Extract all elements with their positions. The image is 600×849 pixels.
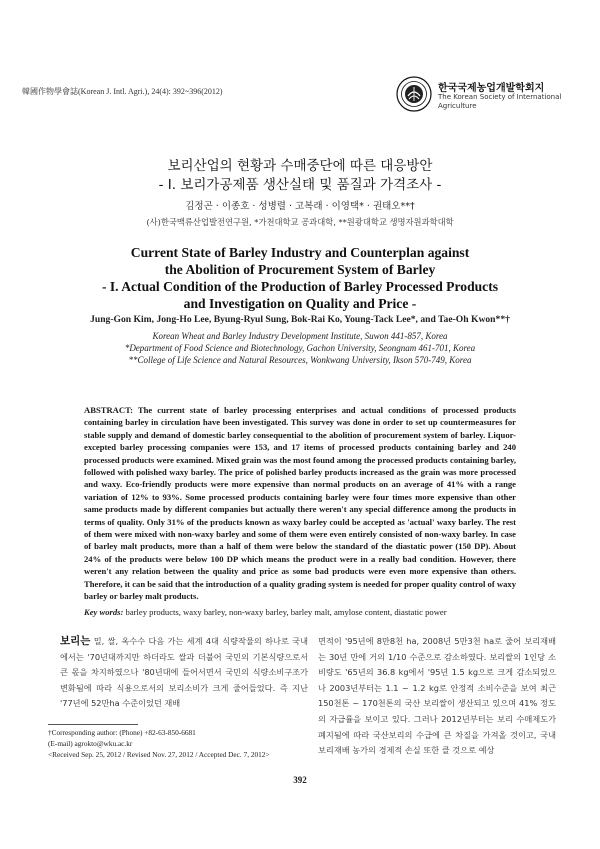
- society-name-ko: 한국국제농업개발학회지: [438, 83, 545, 94]
- page-number: 392: [293, 775, 307, 785]
- body-lead-word: 보리는: [60, 635, 91, 647]
- body-left-text: 밀, 쌀, 옥수수 다음 가는 세계 4대 식량작물의 하나로 국내에서는 '70년대까지만 하더라도 쌀과 더불어 국민의 기본식량으로서 큰 몫을 차지하였으나 '80년대에 들어서면서 국민의 식량소비구조가 변화됨에 따라 식용으로서의 보리소비가 크게 줄어들었다. 즉 지난 '77년에 52만ha 수준이었던 재배: [60, 636, 308, 709]
- affiliation-en-2: *Department of Food Science and Biotechnology, Gachon University, Seongnam 461-701, Korea: [124, 343, 476, 353]
- abstract-text: The current state of barley processing enterprises and actual conditions of processed products containing barley in circulation have been investigated. This survey was done in order to set up countermeasures for stable supply and demand of domestic barley consequential to the abolition of procurement system of barley. Liquor-excepted barley processing companies were 153, and 17 items of processed products containing barley and 240 processed products were examined. Mixed grain was the most found among the processed products containing barley, followed with polished waxy barley. The price of polished barley products increased as the grain was more processed and waxy. Eco-friendly products were more expensive than normal products on an average of 41% with a range variation of 12% to 93%. Some processed products containing barley were four times more expensive than other same products made by different companies but actually there weren't any special difference among the products in terms of quality. Only 31% of the products known as waxy barley could be accepted as 'actual' waxy barley. The rest of them were mixed with non-waxy barley and some of them were even entirely consisted of non-waxy barley. In case of barley malt products, more than a half of them were below the standard of the diastatic power (150 DP). About 24% of the products were below 100 DP which means the product were in a really bad condition. However, there weren't any relation between the quality and price as some bad products were even more expensive than others. Therefore, it can be said that the introduction of a quality grading system is needed for proper quality control of waxy barley or barley malt products.: [84, 405, 516, 602]
- body-column-left: [60, 634, 308, 712]
- affiliation-en-1: Korean Wheat and Barley Industry Development Institute, Suwon 441-857, Korea: [152, 331, 448, 341]
- affiliation-en-3: **College of Life Science and Natural Resources, Wonkwang University, Ikson 570-749, Korea: [128, 355, 472, 365]
- keywords-text: barley products, waxy barley, non-waxy barley, barley malt, amylose content, diastatic power: [125, 607, 447, 617]
- abstract: [84, 404, 516, 603]
- authors-ko: 김정곤 · 이종호 · 성병렬 · 고복래 · 이영택* · 권태오**†: [185, 201, 415, 212]
- abstract-label: ABSTRACT:: [84, 405, 134, 415]
- title-ko-line2: - I. 보리가공제품 생산실태 및 품질과 가격조사 -: [158, 177, 442, 193]
- footnote-rule: [48, 724, 138, 725]
- society-logo: [396, 76, 596, 112]
- footnote-email: (E-mail) agrokto@wku.ac.kr: [48, 739, 133, 748]
- footnote-dates: <Received Sep. 25, 2012 / Revised Nov. 27, 2012 / Accepted Dec. 7, 2012>: [48, 750, 270, 759]
- title-en: [40, 244, 560, 312]
- body-column-right: [318, 634, 556, 759]
- keywords-label: Key words:: [84, 607, 124, 617]
- society-seal-icon: [396, 76, 432, 112]
- affiliations-ko: (사)한국맥류산업발전연구원, *가천대학교 공과대학, **원광대학교 생명자원과학대학: [146, 217, 454, 227]
- footnote: [48, 727, 318, 760]
- journal-citation: 韓國作物學會誌(Korean J. Intl. Agri.), 24(4): 392~396(2012): [22, 87, 223, 96]
- body-right-text: 면적이 '95년에 8만8천 ha, 2008년 5만3천 ha로 줄어 보리재배는 30년 만에 거의 1/10 수준으로 감소하였다. 보리쌀의 1인당 소비량도 '65년의 36.8 kg에서 '95년 1.5 kg으로 크게 감소되었으나 2003년부터는 1.1 ~ 1.2 kg로 안정적 소비수준을 보여 최근 150천톤 ~ 170천톤의 국산 보리쌀이 생산되고 있으며 41% 정도의 자급률을 보이고 있다. 그러나 2012년부터는 보리 수매제도가 폐지됨에 따라 국산보리의 수급에 큰 차질을 가져올 것이고, 국내 보리재배 농가의 경제적 손실 또한 클 것으로 예상: [318, 636, 556, 756]
- society-name-en: The Korean Society of International Agriculture: [438, 93, 562, 110]
- authors-en: Jung-Gon Kim, Jong-Ho Lee, Byung-Ryul Sung, Bok-Rai Ko, Young-Tack Lee*, and Tae-Oh Kwon**†: [90, 314, 510, 325]
- title-en-line4: and Investigation on Quality and Price -: [183, 296, 417, 311]
- footnote-corresponding: †Corresponding author: (Phone) +82-63-850-6681: [48, 728, 196, 737]
- title-en-line2: the Abolition of Procurement System of Barley: [164, 262, 436, 277]
- title-ko-line1: 보리산업의 현황과 수매중단에 따른 대응방안: [167, 158, 433, 174]
- affiliations-en: [0, 330, 600, 366]
- title-en-line3: - I. Actual Condition of the Production of Barley Processed Products: [101, 279, 499, 294]
- title-en-line1: Current State of Barley Industry and Counterplan against: [130, 245, 470, 260]
- keywords: [84, 606, 524, 618]
